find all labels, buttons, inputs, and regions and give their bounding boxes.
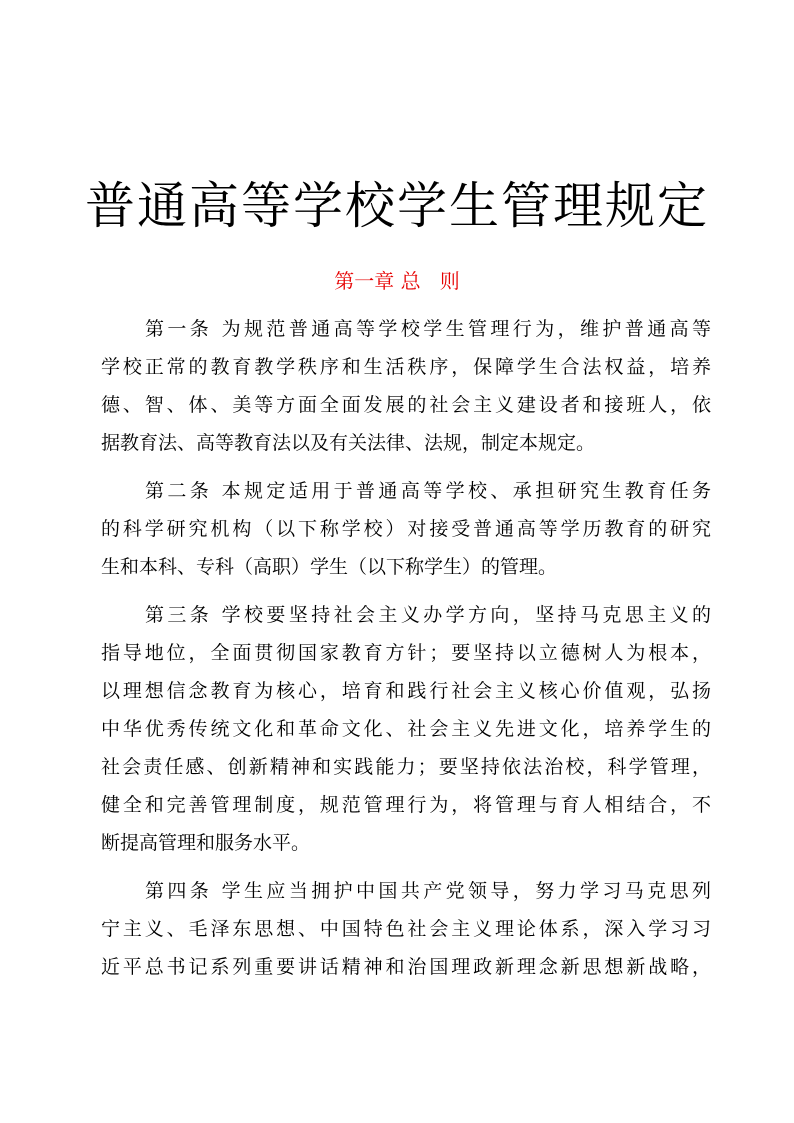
document-title: 普通高等学校学生管理规定 bbox=[85, 177, 709, 235]
article-2-line: 的科学研究机构（以下称学校）对接受普通高等学历教育的研究 bbox=[101, 518, 711, 540]
article-3 bbox=[101, 596, 711, 862]
article-3-line: 断提高管理和服务水平。 bbox=[101, 832, 311, 854]
article-4-line: 近平总书记系列重要讲话精神和治国理政新理念新思想新战略， bbox=[101, 956, 711, 978]
article-4-line: 第四条 学生应当拥护中国共产党领导，努力学习马克思列 bbox=[145, 880, 711, 902]
document-body bbox=[101, 310, 711, 986]
article-3-line: 以理想信念教育为核心，培育和践行社会主义核心价值观，弘扬 bbox=[101, 680, 711, 702]
article-1-line: 第一条 为规范普通高等学校学生管理行为，维护普通高等 bbox=[145, 318, 711, 340]
article-1-line: 据教育法、高等教育法以及有关法律、法规，制定本规定。 bbox=[101, 432, 596, 454]
article-3-line: 指导地位，全面贯彻国家教育方针；要坚持以立德树人为根本， bbox=[101, 642, 711, 664]
article-2 bbox=[101, 472, 711, 586]
article-4 bbox=[101, 872, 711, 986]
article-2-line: 生和本科、专科（高职）学生（以下称学生）的管理。 bbox=[101, 556, 558, 578]
chapter-heading: 第一章 总 则 bbox=[334, 269, 460, 293]
article-3-line: 健全和完善管理制度，规范管理行为，将管理与育人相结合，不 bbox=[101, 794, 711, 816]
article-4-line: 宁主义、毛泽东思想、中国特色社会主义理论体系，深入学习习 bbox=[101, 918, 711, 940]
article-2-line: 第二条 本规定适用于普通高等学校、承担研究生教育任务 bbox=[145, 480, 711, 502]
article-1-line: 德、智、体、美等方面全面发展的社会主义建设者和接班人，依 bbox=[101, 394, 711, 416]
article-1 bbox=[101, 310, 711, 462]
article-3-line: 中华优秀传统文化和革命文化、社会主义先进文化，培养学生的 bbox=[101, 718, 711, 740]
article-3-line: 社会责任感、创新精神和实践能力；要坚持依法治校，科学管理， bbox=[101, 756, 711, 778]
article-3-line: 第三条 学校要坚持社会主义办学方向，坚持马克思主义的 bbox=[145, 604, 711, 626]
article-1-line: 学校正常的教育教学秩序和生活秩序，保障学生合法权益，培养 bbox=[101, 356, 711, 378]
